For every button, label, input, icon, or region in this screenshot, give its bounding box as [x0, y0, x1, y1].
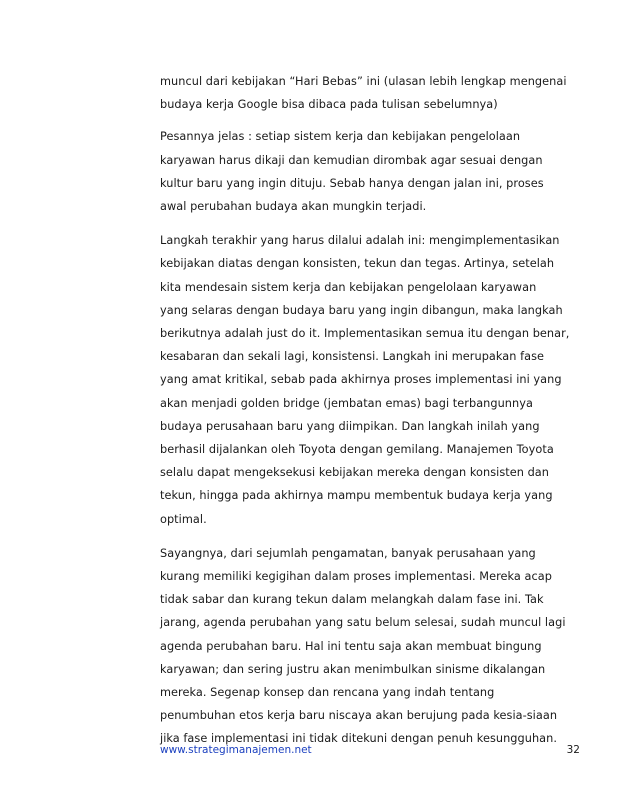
text-line: kurang memiliki kegigihan dalam proses implementasi. Mereka acap — [160, 570, 552, 584]
text-line: selalu dapat mengeksekusi kebijakan mereka dengan konsisten dan — [160, 466, 549, 480]
text-line: yang amat kritikal, sebab pada akhirnya proses implementasi ini yang — [160, 373, 562, 387]
text-line: karyawan; dan sering justru akan menimbulkan sinisme dikalangan — [160, 662, 546, 676]
text-line: Langkah terakhir yang harus dilalui adalah ini: mengimplementasikan — [160, 234, 560, 248]
text-line: penumbuhan etos kerja baru niscaya akan berujung pada kesia-siaan — [160, 709, 558, 723]
paragraph-4 — [160, 542, 580, 751]
text-line: kebijakan diatas dengan konsisten, tekun dan tegas. Artinya, setelah — [160, 257, 555, 271]
text-line: kultur baru yang ingin dituju. Sebab hanya dengan jalan ini, proses — [160, 176, 544, 190]
text-line: budaya kerja Google bisa dibaca pada tulisan sebelumnya) — [160, 98, 498, 112]
text-line: jika fase implementasi ini tidak ditekuni dengan penuh kesungguhan. — [160, 732, 557, 746]
text-line: awal perubahan budaya akan mungkin terjadi. — [160, 200, 427, 214]
text-line: mereka. Segenap konsep dan rencana yang indah tentang — [160, 686, 495, 700]
text-line: Pesannya jelas : setiap sistem kerja dan kebijakan pengelolaan — [160, 130, 521, 144]
text-line: Sayangnya, dari sejumlah pengamatan, banyak perusahaan yang — [160, 546, 536, 560]
text-line: optimal. — [160, 512, 207, 526]
text-line: berikutnya adalah just do it. Implementasikan semua itu dengan benar, — [160, 327, 570, 341]
text-line: budaya perusahaan baru yang diimpikan. Dan langkah inilah yang — [160, 419, 540, 433]
paragraph-2 — [160, 125, 580, 218]
text-line: kita mendesain sistem kerja dan kebijakan pengelolaan karyawan — [160, 280, 537, 294]
text-line: tidak sabar dan kurang tekun dalam melangkah dalam fase ini. Tak — [160, 593, 544, 607]
paragraph-1 — [160, 70, 580, 116]
text-line: akan menjadi golden bridge (jembatan emas) bagi terbangunnya — [160, 396, 533, 410]
body-text — [160, 70, 580, 751]
paragraph-3 — [160, 229, 580, 531]
text-line: jarang, agenda perubahan yang satu belum selesai, sudah muncul lagi — [160, 616, 566, 630]
text-line: kesabaran dan sekali lagi, konsistensi. Langkah ini merupakan fase — [160, 350, 545, 364]
text-line: karyawan harus dikaji dan kemudian dirombak agar sesuai dengan — [160, 153, 543, 167]
text-line: tekun, hingga pada akhirnya mampu membentuk budaya kerja yang — [160, 489, 553, 503]
text-line: muncul dari kebijakan “Hari Bebas” ini (ulasan lebih lengkap mengenai — [160, 75, 567, 88]
text-line: yang selaras dengan budaya baru yang ingin dibangun, maka langkah — [160, 303, 563, 317]
page-number: 32 — [566, 744, 580, 756]
text-line: berhasil dijalankan oleh Toyota dengan gemilang. Manajemen Toyota — [160, 443, 554, 457]
text-line: agenda perubahan baru. Hal ini tentu saja akan membuat bingung — [160, 639, 542, 653]
footer-website-link[interactable]: www.strategimanajemen.net — [160, 744, 312, 756]
